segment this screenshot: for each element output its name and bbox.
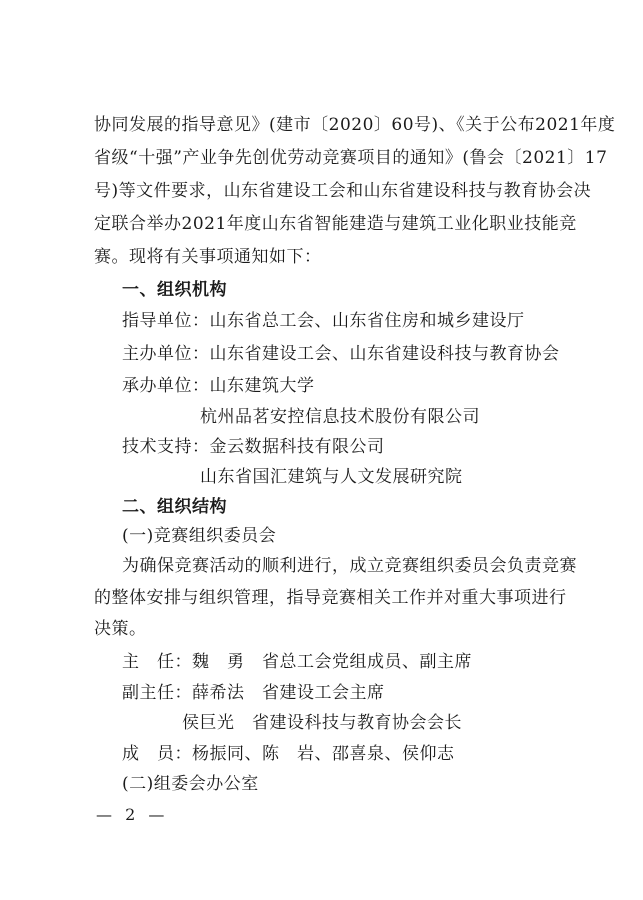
organizer-unit-line-2: 杭州品茗安控信息技术股份有限公司 [200, 407, 480, 427]
committee-line-3: 决策。 [94, 619, 147, 639]
members-line: 成 员：杨振同、陈 岩、邵喜泉、侯仰志 [122, 744, 455, 764]
tech-support-line: 技术支持：金云数据科技有限公司 [122, 437, 385, 457]
committee-line-2: 的整体安排与组织管理，指导竞赛相关工作并对重大事项进行 [94, 588, 567, 608]
host-unit-line: 主办单位：山东省建设工会、山东省建设科技与教育协会 [122, 344, 560, 364]
section2-heading: 二、组织结构 [122, 497, 227, 517]
committee-line-1: 为确保竞赛活动的顺利进行，成立竞赛组织委员会负责竞赛 [122, 556, 577, 576]
organizer-unit-line: 承办单位：山东建筑大学 [122, 376, 315, 396]
intro-line-1: 协同发展的指导意见》(建市〔2020〕60号)、《关于公布2021年度 [94, 115, 616, 135]
subsection1-heading: (一)竞赛组织委员会 [122, 526, 277, 546]
intro-line-3: 号)等文件要求，山东省建设工会和山东省建设科技与教育协会决 [94, 181, 592, 201]
chair-line: 主 任：魏 勇 省总工会党组成员、副主席 [122, 652, 472, 672]
subsection2-heading: (二)组委会办公室 [122, 774, 259, 794]
vice-chair-line-2: 侯巨光 省建设科技与教育协会会长 [182, 713, 462, 733]
intro-line-2: 省级“十强”产业争先创优劳动竞赛项目的通知》(鲁会〔2021〕17 [94, 148, 608, 168]
intro-line-5: 赛。现将有关事项通知如下： [94, 247, 322, 267]
section1-heading: 一、组织机构 [122, 280, 227, 300]
guide-unit-line: 指导单位：山东省总工会、山东省住房和城乡建设厅 [122, 311, 525, 331]
vice-chair-line: 副主任：薛希法 省建设工会主席 [122, 683, 385, 703]
page-number: — 2 — [96, 805, 169, 824]
intro-line-4: 定联合举办2021年度山东省智能建造与建筑工业化职业技能竞 [94, 214, 577, 234]
tech-support-line-2: 山东省国汇建筑与人文发展研究院 [200, 467, 463, 487]
